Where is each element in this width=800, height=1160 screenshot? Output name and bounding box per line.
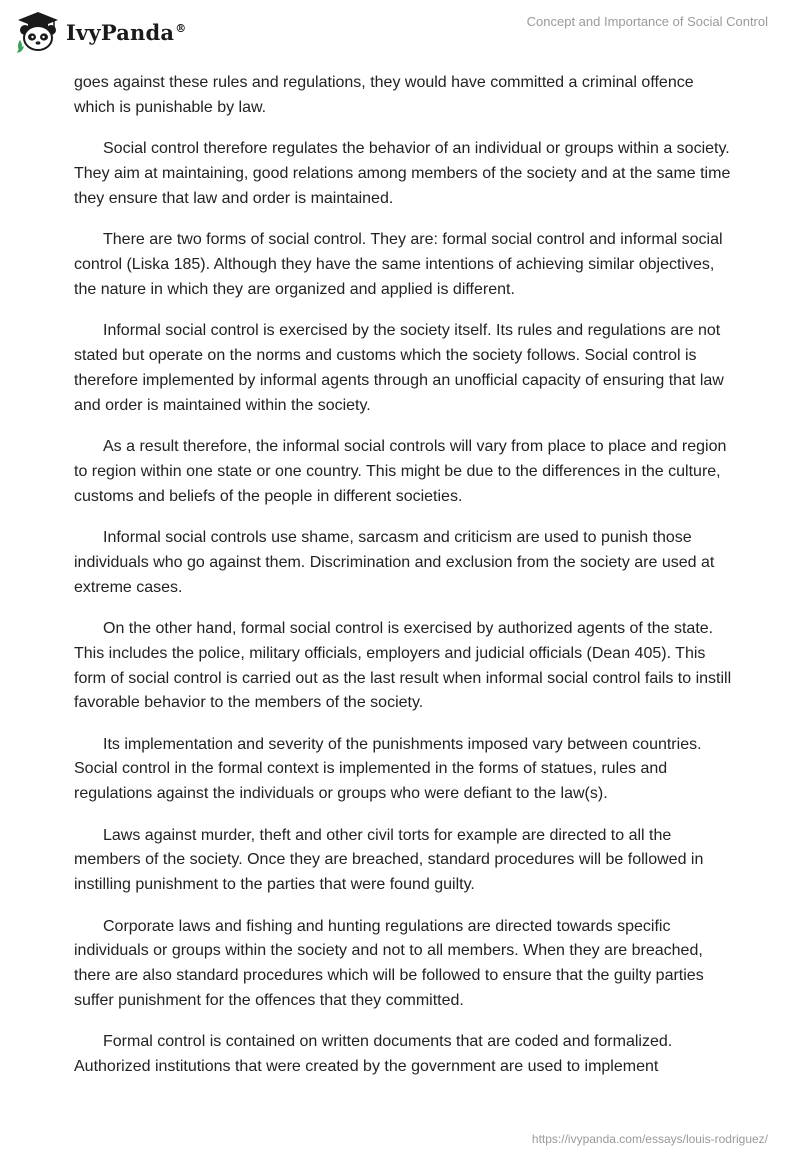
paragraph: There are two forms of social control. They are: formal social control and informal social control (Liska 185). Although they have the same intentions of achieving similar objectives, the nature in which they are organized and applied is different. — [74, 231, 723, 298]
document-title: Concept and Importance of Social Control — [526, 14, 768, 29]
brand-label: IvyPanda — [66, 19, 175, 45]
paragraph: As a result therefore, the informal social controls will vary from place to place and region to region within one state or one country. This might be due to the differences in the culture, customs and beliefs of the people in different societies. — [74, 437, 727, 505]
registered-mark: ® — [175, 21, 187, 35]
paragraph: Informal social control is exercised by the society itself. Its rules and regulations are not stated but operate on the norms and customs which the society follows. Social control is therefore implemented by informal agents through an unofficial capacity of ensuring that law and order is maintained within the society. — [74, 322, 724, 414]
essay-body — [74, 71, 734, 1097]
paragraph: Corporate laws and fishing and hunting regulations are directed towards specific individuals or groups within the society and not to all members. When they are breached, there are also standard procedures which will be followed to ensure that the guilty parties suffer punishment for the offences that they committed. — [74, 917, 704, 1010]
paragraph: Informal social controls use shame, sarcasm and criticism are used to punish those individuals who go against them. Discrimination and exclusion from the society are used at extreme cases. — [74, 528, 715, 596]
paragraph: Social control therefore regulates the behavior of an individual or groups within a society. They aim at maintaining, good relations among members of the society and at the same time they ensure that law and order is maintained. — [74, 140, 731, 207]
paragraph: Laws against murder, theft and other civil torts for example are directed to all the members of the society. Once they are breached, standard procedures will be followed in instilling punishment to the parties that were found guilty. — [74, 826, 704, 894]
paragraph: goes against these rules and regulations, they would have committed a criminal offence which is punishable by law. — [74, 74, 694, 116]
panda-logo-icon — [14, 10, 62, 54]
ivypanda-logo[interactable] — [14, 10, 186, 54]
brand-name — [66, 20, 186, 45]
paragraph: Formal control is contained on written documents that are coded and formalized. Authorized institutions that were created by the government are used to implement — [74, 1033, 673, 1076]
paragraph: On the other hand, formal social control is exercised by authorized agents of the state. This includes the police, military officials, employers and judicial officials (Dean 405). This form of social control is carried out as the last result when informal social control fails to instill favorable behavior to the members of the society. — [74, 619, 732, 712]
page-header — [0, 0, 800, 66]
paragraph: Its implementation and severity of the punishments imposed vary between countries. Social control in the formal context is implemented in the forms of statues, rules and regulations against the individuals or groups who were defiant to the law(s). — [74, 735, 702, 803]
source-url-link[interactable]: https://ivypanda.com/essays/louis-rodriguez/ — [531, 1132, 768, 1146]
